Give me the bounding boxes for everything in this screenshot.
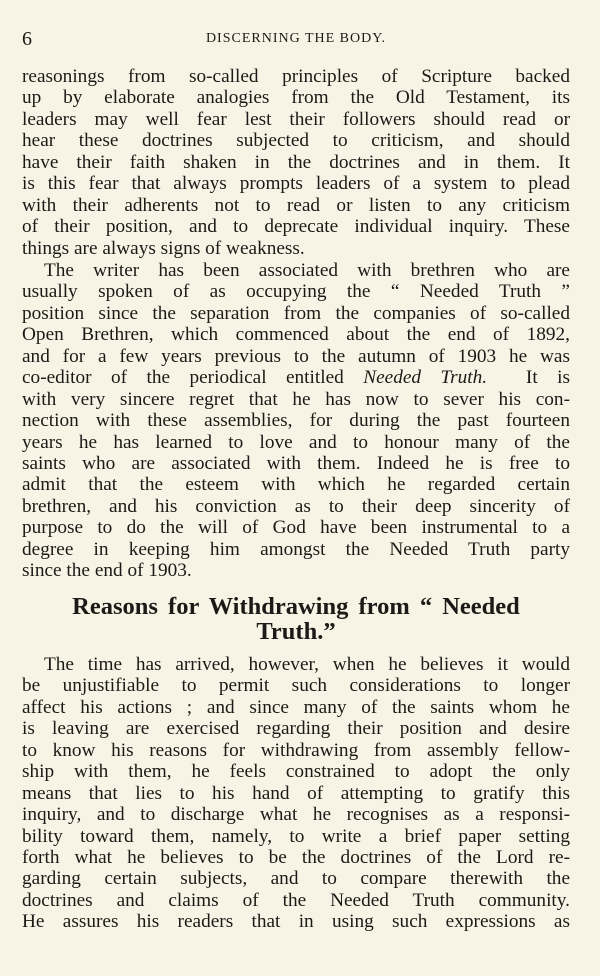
page-header (22, 28, 570, 52)
text-line: with very sincere regret that he has now to sever his con- (22, 388, 570, 410)
heading-line: Truth.” (256, 618, 336, 645)
text-line: since the end of 1903. (22, 560, 192, 582)
text-line: reasonings from so-called principles of Scripture backed (22, 66, 570, 87)
text-line: admit that the esteem with which he regarded certain (22, 474, 570, 496)
text-line: of their position, and to deprecate individual inquiry. These (22, 216, 570, 238)
text-line: usually spoken of as occupying the “ Needed Truth ” (22, 281, 570, 303)
text-line: with their adherents not to read or listen to any criticism (22, 194, 570, 216)
text-line: be unjustifiable to permit such considerations to longer (22, 675, 570, 697)
text-line: degree in keeping him amongst the Needed Truth party (22, 538, 570, 560)
heading-line: Reasons for Withdrawing from “ Needed (72, 593, 520, 620)
text-line: things are always signs of weakness. (22, 237, 305, 259)
text-line: position since the separation from the companies of so-called (22, 302, 570, 324)
text-line: and for a few years previous to the autumn of 1903 he was (22, 345, 570, 367)
text-line: bility toward them, namely, to write a brief paper setting (22, 825, 570, 847)
text-line: Open Brethren, which commenced about the end of 1892, (22, 324, 570, 346)
page-number: 6 (22, 28, 32, 50)
text-line: is this fear that always prompts leaders of a system to plead (22, 173, 570, 195)
text-segment: It is (487, 367, 570, 389)
paragraph-3 (22, 654, 570, 933)
text-line: The time has arrived, however, when he believes it would (44, 654, 570, 675)
text-line: He assures his readers that in using such expressions as (22, 911, 570, 933)
text-line: have their faith shaken in the doctrines and in them. It (22, 151, 570, 173)
text-line: leaders may well fear lest their followers should read or (22, 108, 570, 130)
text-line: ship with them, he feels constrained to adopt the only (22, 761, 570, 783)
text-line: inquiry, and to discharge what he recognises as a responsi- (22, 804, 570, 826)
text-line: to know his reasons for withdrawing from assembly fellow- (22, 739, 570, 761)
periodical-title: Needed Truth. (363, 367, 488, 389)
text-line: affect his actions ; and since many of the saints whom he (22, 696, 570, 718)
text-line: forth what he believes to be the doctrines of the Lord re- (22, 846, 570, 868)
running-title: DISCERNING THE BODY. (205, 31, 387, 46)
text-line: up by elaborate analogies from the Old Testament, its (22, 87, 570, 109)
text-line: The writer has been associated with brethren who are (44, 260, 570, 281)
paragraph-2 (22, 260, 570, 582)
text-segment: co-editor of the periodical entitled (22, 367, 364, 389)
text-line: brethren, and his conviction as to their deep sincerity of (22, 495, 570, 517)
text-line: is leaving are exercised regarding their position and desire (22, 718, 570, 740)
text-line: doctrines and claims of the Needed Truth community. (22, 889, 570, 911)
text-line: garding certain subjects, and to compare therewith the (22, 868, 570, 890)
text-line: years he has learned to love and to honour many of the (22, 431, 570, 453)
section-heading (22, 594, 570, 644)
text-line (22, 367, 570, 388)
text-line: hear these doctrines subjected to criticism, and should (22, 130, 570, 152)
text-line: purpose to do the will of God have been instrumental to a (22, 517, 570, 539)
text-line: nection with these assemblies, for during the past fourteen (22, 410, 570, 432)
paragraph-1 (22, 66, 570, 259)
text-line: means that lies to his hand of attempting to gratify this (22, 782, 570, 804)
text-line: saints who are associated with them. Indeed he is free to (22, 452, 570, 474)
